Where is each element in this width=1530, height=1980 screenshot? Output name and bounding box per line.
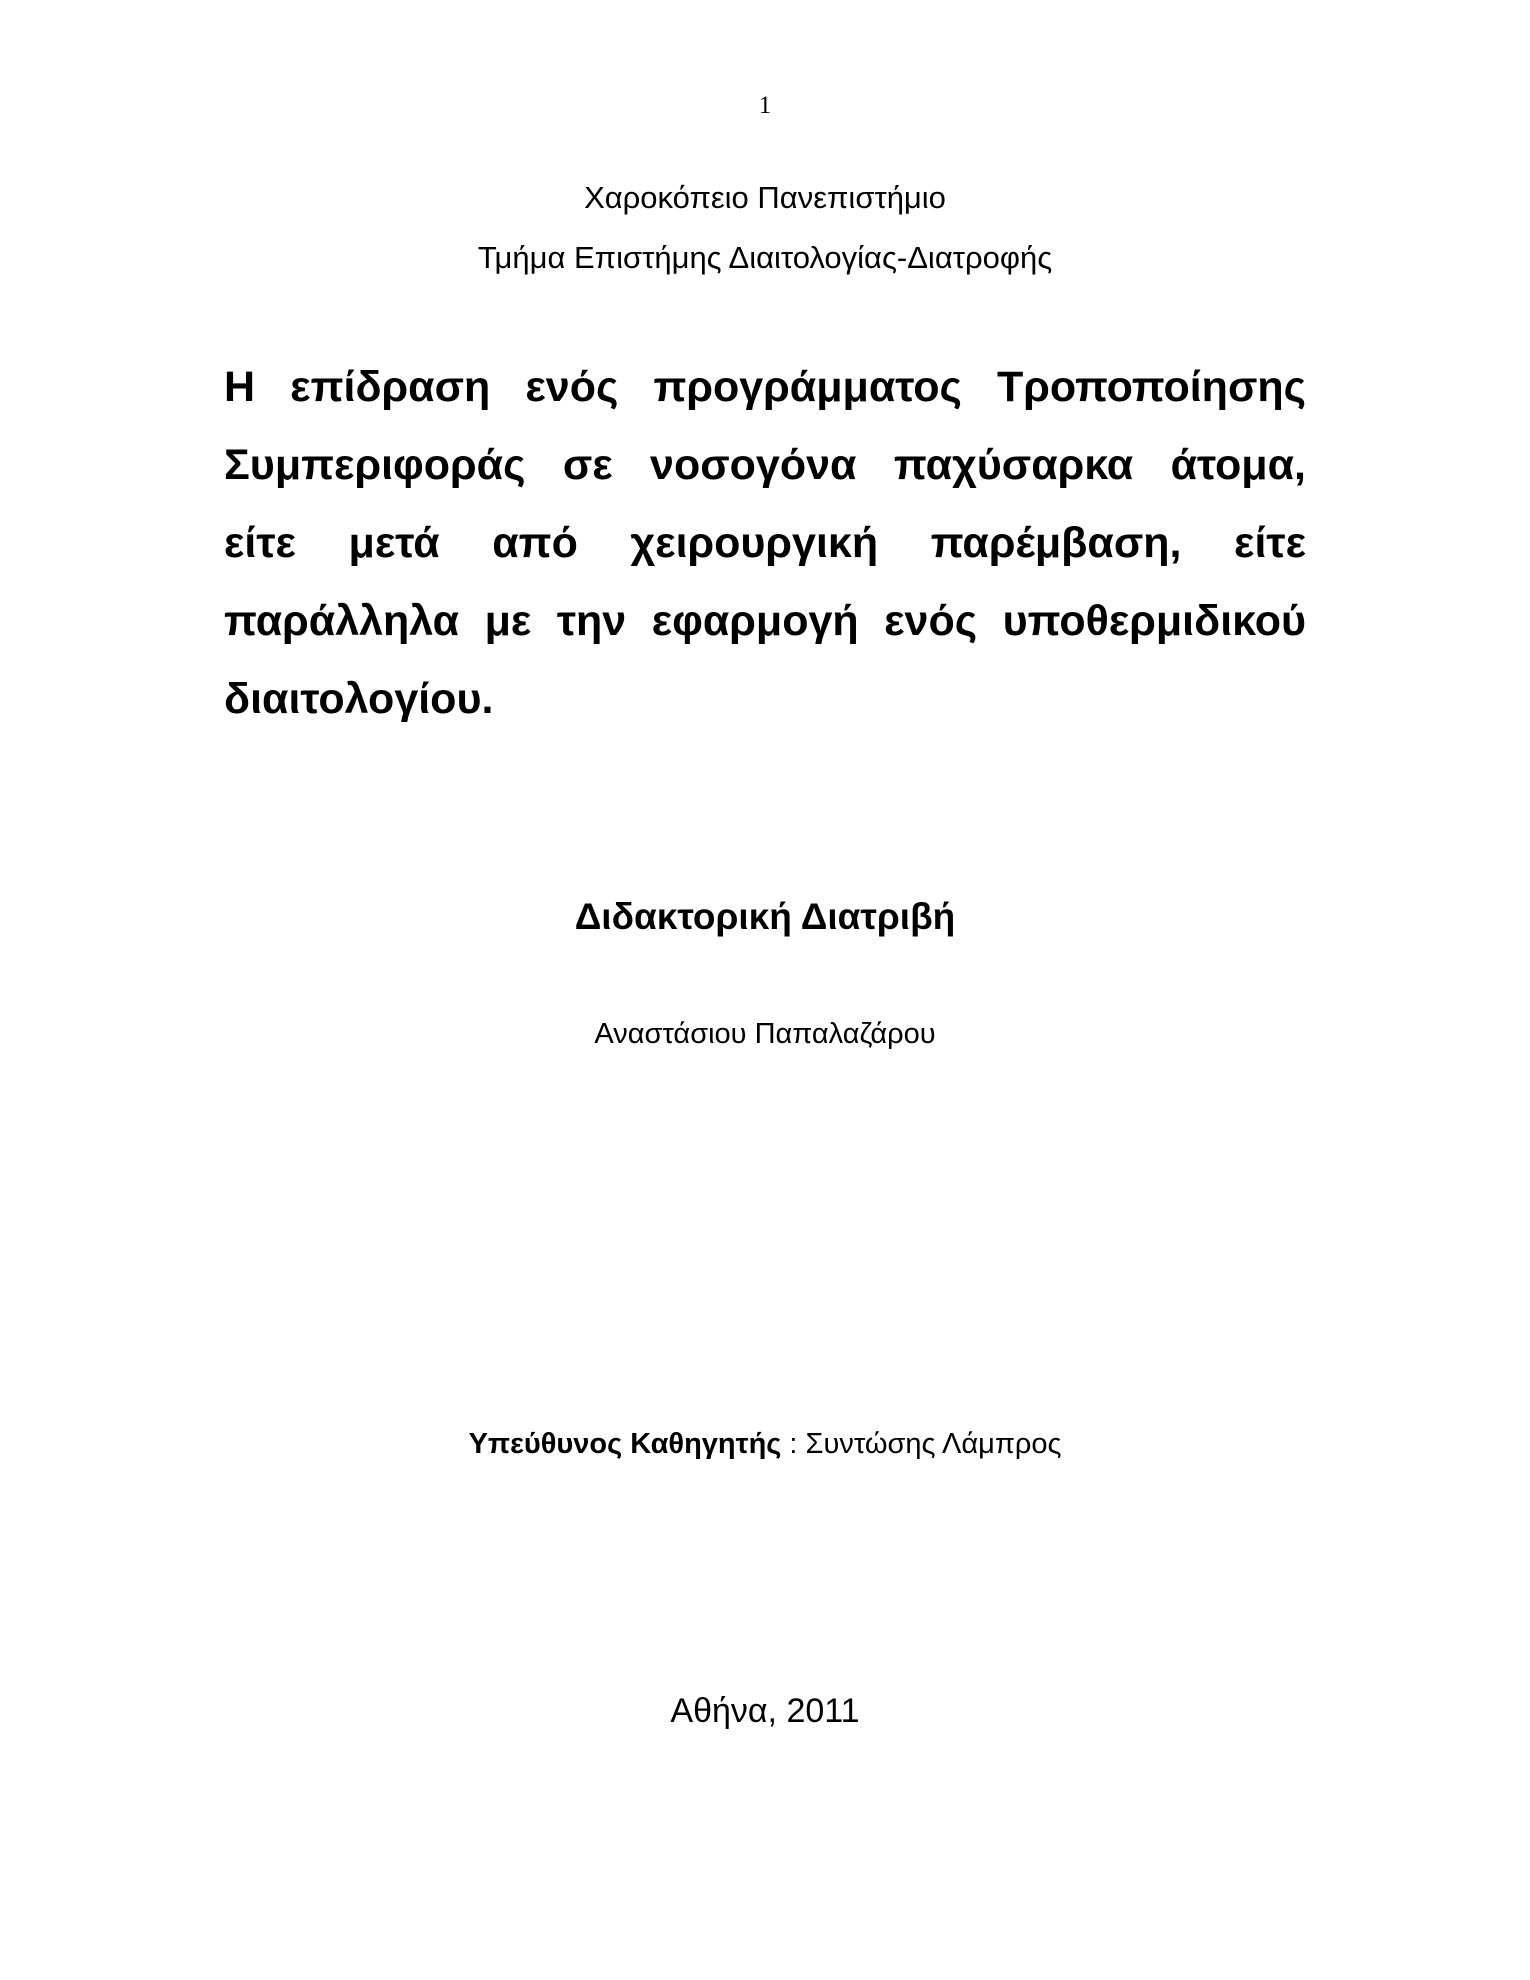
supervisor-name: Συντώσης Λάμπρος	[805, 1428, 1062, 1460]
supervisor-line	[0, 1428, 1530, 1461]
department-name: Τμήμα Επιστήμης Διαιτολογίας-Διατροφής	[477, 240, 1053, 275]
title-line: είτε μετά από χειρουργική παρέμβαση, είτε	[224, 519, 1306, 567]
thesis-title	[224, 348, 1306, 738]
place-date: Αθήνα, 2011	[670, 1692, 860, 1730]
thesis-type: Διδακτορική Διατριβή	[574, 896, 956, 937]
title-line: παράλληλα με την εφαρμογή ενός υποθερμιδικού	[224, 597, 1306, 645]
title-line: διαιτολογίου.	[224, 675, 494, 723]
supervisor-separator: :	[781, 1428, 806, 1460]
author-name: Αναστάσιου Παπαλαζάρου	[594, 1018, 936, 1050]
title-line: Η επίδραση ενός προγράμματος Τροποποίησης	[224, 363, 1306, 411]
university-name: Χαροκόπειο Πανεπιστήμιο	[584, 180, 946, 215]
title-line: Συμπεριφοράς σε νοσογόνα παχύσαρκα άτομα,	[224, 441, 1306, 489]
page-number: 1	[758, 92, 772, 119]
supervisor-label: Υπεύθυνος Καθηγητής	[468, 1428, 782, 1460]
